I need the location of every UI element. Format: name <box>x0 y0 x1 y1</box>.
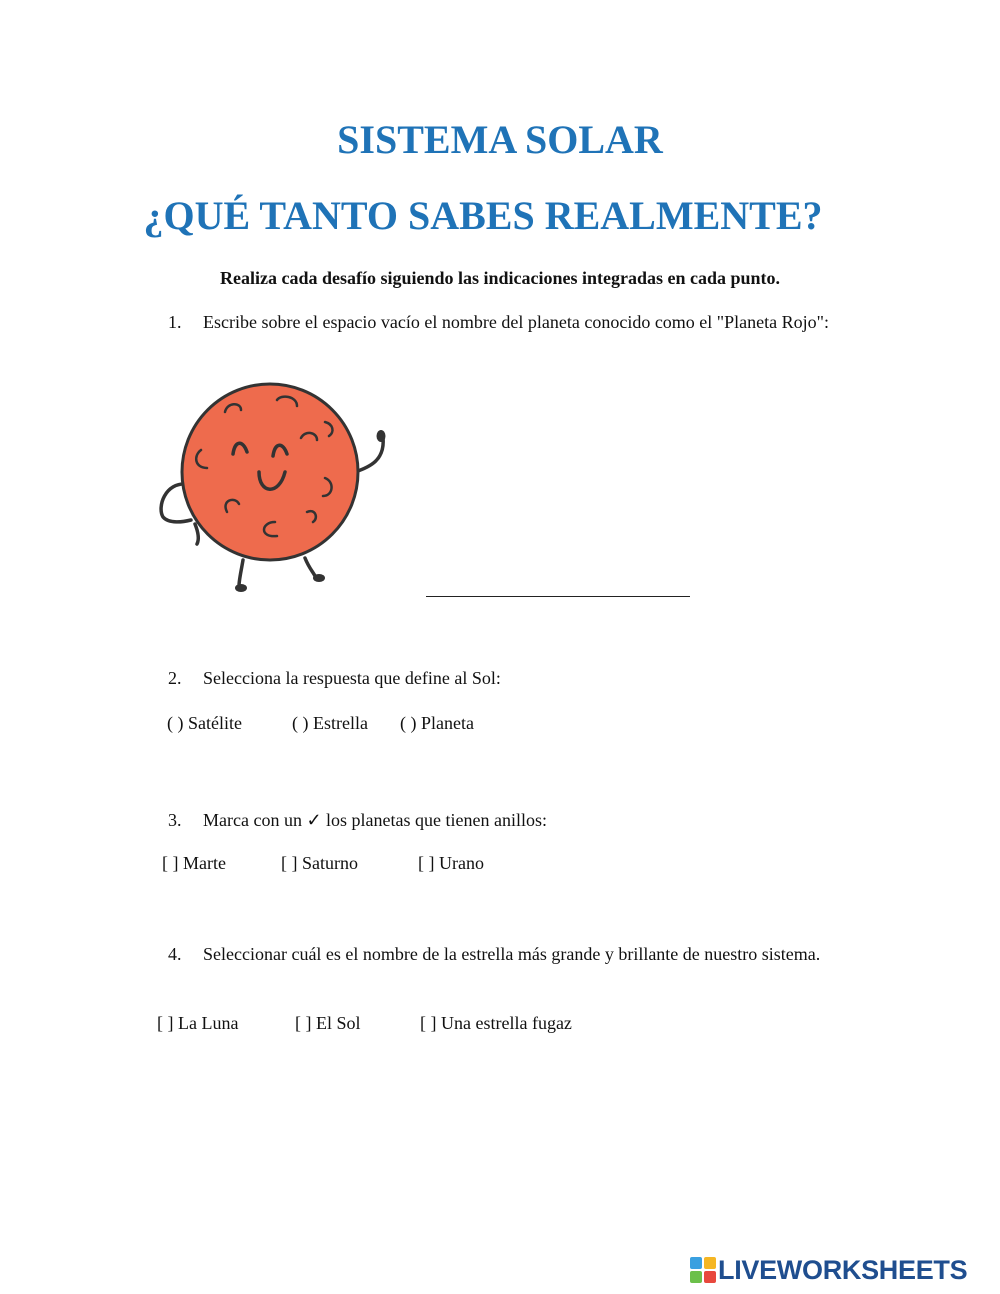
question-text: Seleccionar cuál es el nombre de la estrella más grande y brillante de nuestro sistema. <box>203 944 821 964</box>
question-number: 1. <box>168 312 182 332</box>
worksheet-title: SISTEMA SOLAR <box>337 117 663 162</box>
option-estrella[interactable]: ( ) Estrella <box>292 713 368 733</box>
instructions: Realiza cada desafío siguiendo las indicaciones integradas en cada punto. <box>219 268 781 288</box>
option-urano[interactable]: [ ] Urano <box>418 853 484 873</box>
option-satelite[interactable]: ( ) Satélite <box>167 713 242 733</box>
option-planeta[interactable]: ( ) Planeta <box>400 713 474 733</box>
question-number: 2. <box>168 668 182 688</box>
question-number: 4. <box>168 944 182 964</box>
mars-cartoon-illustration <box>155 372 395 602</box>
option-el-sol[interactable]: [ ] El Sol <box>295 1013 361 1033</box>
question-text: Escribe sobre el espacio vacío el nombre del planeta conocido como el "Planeta Rojo": <box>203 312 829 332</box>
option-estrella-fugaz[interactable]: [ ] Una estrella fugaz <box>420 1013 572 1033</box>
liveworksheets-blocks-icon <box>690 1257 716 1283</box>
liveworksheets-wordmark: LIVEWORKSHEETS <box>718 1254 968 1285</box>
worksheet-subtitle: ¿QUÉ TANTO SABES REALMENTE? <box>143 193 823 238</box>
question-number: 3. <box>168 810 182 830</box>
answer-blank-line[interactable] <box>426 596 690 597</box>
option-marte[interactable]: [ ] Marte <box>162 853 226 873</box>
option-la-luna[interactable]: [ ] La Luna <box>157 1013 239 1033</box>
liveworksheets-logo <box>690 1254 967 1286</box>
question-text: Marca con un ✓ los planetas que tienen anillos: <box>203 810 547 830</box>
question-text: Selecciona la respuesta que define al Sol: <box>203 668 501 688</box>
option-saturno[interactable]: [ ] Saturno <box>281 853 358 873</box>
